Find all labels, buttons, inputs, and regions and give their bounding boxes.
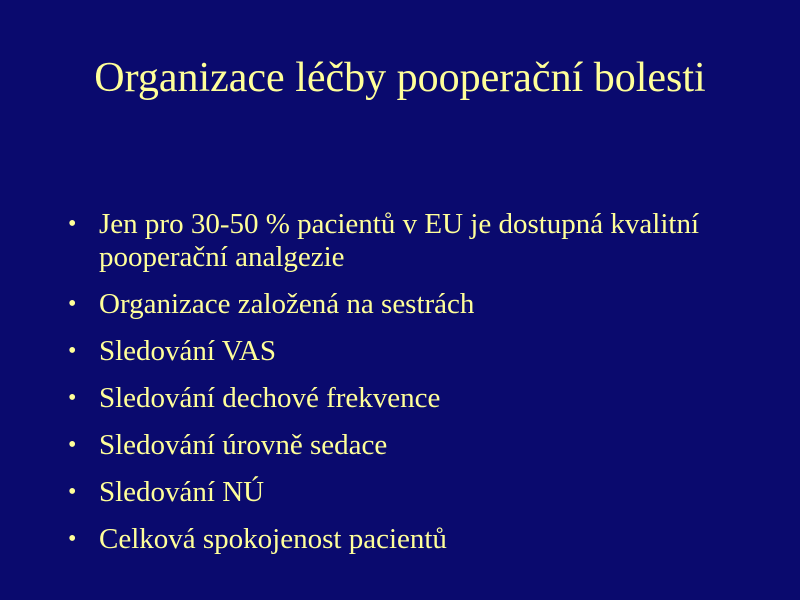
- bullet-text: Sledování NÚ: [99, 476, 265, 508]
- bullet-list: [66, 208, 766, 570]
- bullet-text: Organizace založená na sestrách: [99, 288, 475, 320]
- bullet-text: Sledování dechové frekvence: [99, 382, 441, 414]
- bullet-text: Jen pro 30-50 % pacientů v EU je dostupná kvalitní pooperační analgezie: [99, 208, 700, 273]
- slide-title: Organizace léčby pooperační bolesti: [94, 55, 706, 101]
- bullet-dot-icon: •: [68, 432, 77, 458]
- bullet-dot-icon: •: [68, 211, 77, 237]
- bullet-item: [66, 208, 766, 274]
- bullet-dot-icon: •: [68, 385, 77, 411]
- bullet-item: [66, 288, 766, 321]
- bullet-dot-icon: •: [68, 479, 77, 505]
- bullet-item: [66, 335, 766, 368]
- bullet-text: Sledování úrovně sedace: [99, 429, 388, 461]
- bullet-item: [66, 382, 766, 415]
- bullet-dot-icon: •: [68, 526, 77, 552]
- bullet-text: Celková spokojenost pacientů: [99, 523, 447, 555]
- bullet-item: [66, 476, 766, 509]
- bullet-dot-icon: •: [68, 291, 77, 317]
- bullet-item: [66, 429, 766, 462]
- bullet-text: Sledování VAS: [99, 335, 276, 367]
- bullet-dot-icon: •: [68, 338, 77, 364]
- bullet-item: [66, 523, 766, 556]
